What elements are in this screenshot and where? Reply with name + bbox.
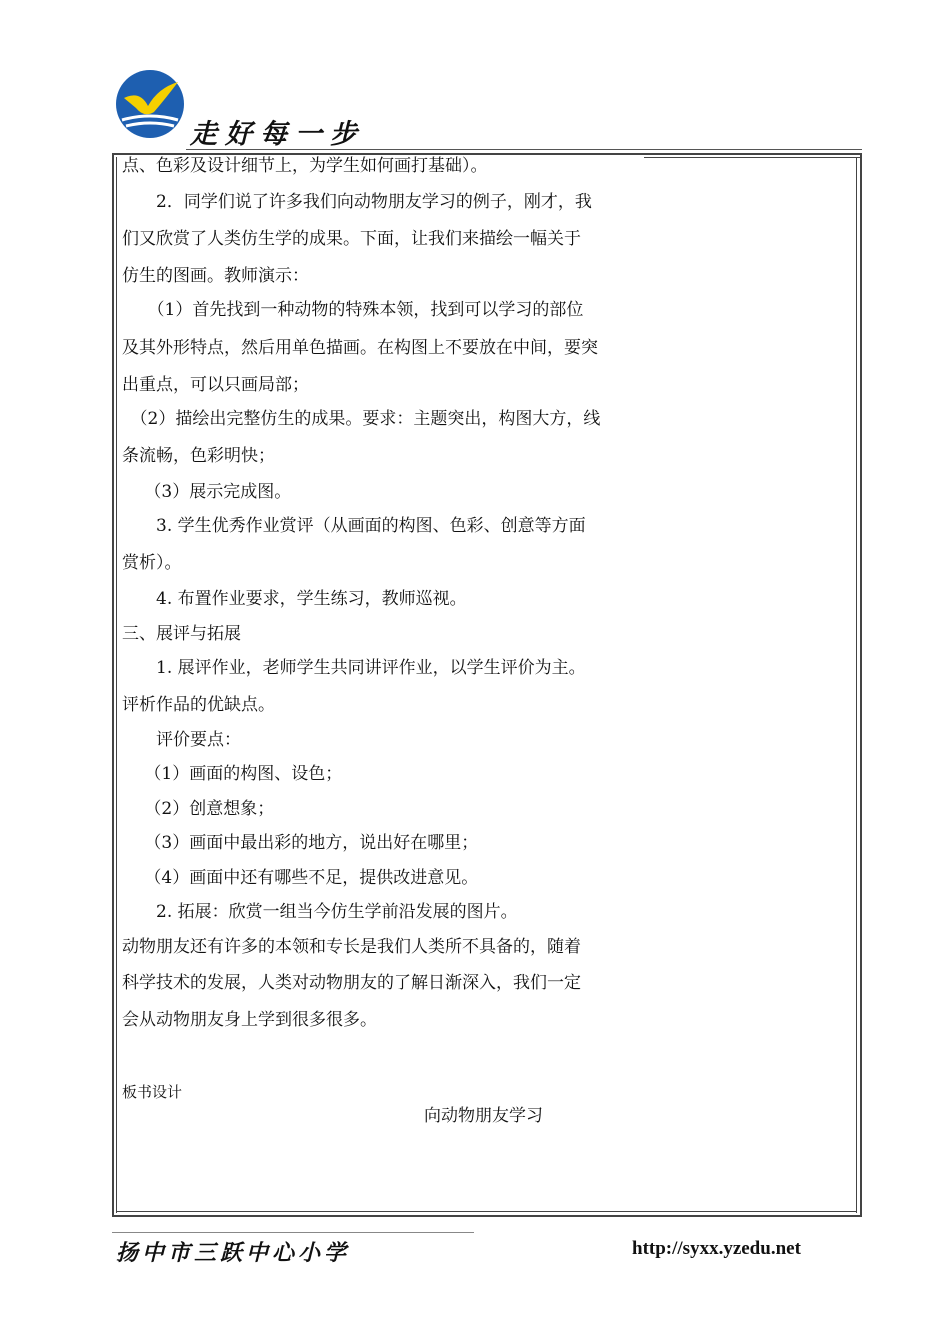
body-line: （4）画面中还有哪些不足，提供改进意见。 xyxy=(122,868,479,888)
body-line: 科学技术的发展，人类对动物朋友的了解日渐深入，我们一定 xyxy=(122,973,581,993)
body-line: 们又欣赏了人类仿生学的成果。下面，让我们来描绘一幅关于 xyxy=(122,229,581,249)
frame-inner-border xyxy=(116,157,117,1213)
frame-inner-border xyxy=(644,157,862,158)
body-line: （2）创意想象； xyxy=(122,799,275,819)
body-line: 4. 布置作业要求，学生练习，教师巡视。 xyxy=(122,589,467,609)
frame-inner-border xyxy=(116,1211,856,1212)
body-line: 评价要点： xyxy=(122,730,241,750)
body-line: 1. 展评作业，老师学生共同讲评作业，以学生评价为主。 xyxy=(122,658,586,678)
body-line: （3）画面中最出彩的地方，说出好在哪里； xyxy=(122,833,479,853)
header-divider xyxy=(186,149,862,150)
body-line: 出重点，可以只画局部； xyxy=(122,375,309,395)
body-line: 评析作品的优缺点。 xyxy=(122,695,275,715)
body-line: （1）画面的构图、设色； xyxy=(122,764,343,784)
body-line: （1）首先找到一种动物的特殊本领，找到可以学习的部位 xyxy=(122,300,584,320)
school-name: 扬中市三跃中心小学 xyxy=(116,1241,351,1266)
body-line: 点、色彩及设计细节上，为学生如何画打基础）。 xyxy=(122,156,488,176)
body-line: 仿生的图画。教师演示： xyxy=(122,266,309,286)
body-line: 赏析）。 xyxy=(122,553,182,573)
frame-inner-border xyxy=(856,157,857,1213)
body-line: 动物朋友还有许多的本领和专长是我们人类所不具备的，随着 xyxy=(122,937,581,957)
body-line: 3. 学生优秀作业赏评（从画面的构图、色彩、创意等方面 xyxy=(122,516,586,536)
body-line: 2．同学们说了许多我们向动物朋友学习的例子，刚才，我 xyxy=(122,192,592,212)
body-line: 2. 拓展：欣赏一组当今仿生学前沿发展的图片。 xyxy=(122,902,518,922)
body-line: 及其外形特点，然后用单色描画。在构图上不要放在中间，要突 xyxy=(122,338,598,358)
school-logo-icon xyxy=(114,68,186,140)
school-url: http://syxx.yzedu.net xyxy=(632,1238,801,1259)
board-design-label: 板书设计 xyxy=(122,1083,183,1101)
board-title: 向动物朋友学习 xyxy=(424,1106,543,1126)
section-heading: 三、展评与拓展 xyxy=(122,624,241,644)
body-line: 条流畅，色彩明快； xyxy=(122,446,275,466)
body-line: （2）描绘出完整仿生的成果。要求：主题突出，构图大方，线 xyxy=(122,409,601,429)
footer-divider xyxy=(112,1232,474,1233)
body-line: （3）展示完成图。 xyxy=(122,482,292,502)
header-slogan: 走好每一步 xyxy=(190,119,365,150)
body-line: 会从动物朋友身上学到很多很多。 xyxy=(122,1010,377,1030)
